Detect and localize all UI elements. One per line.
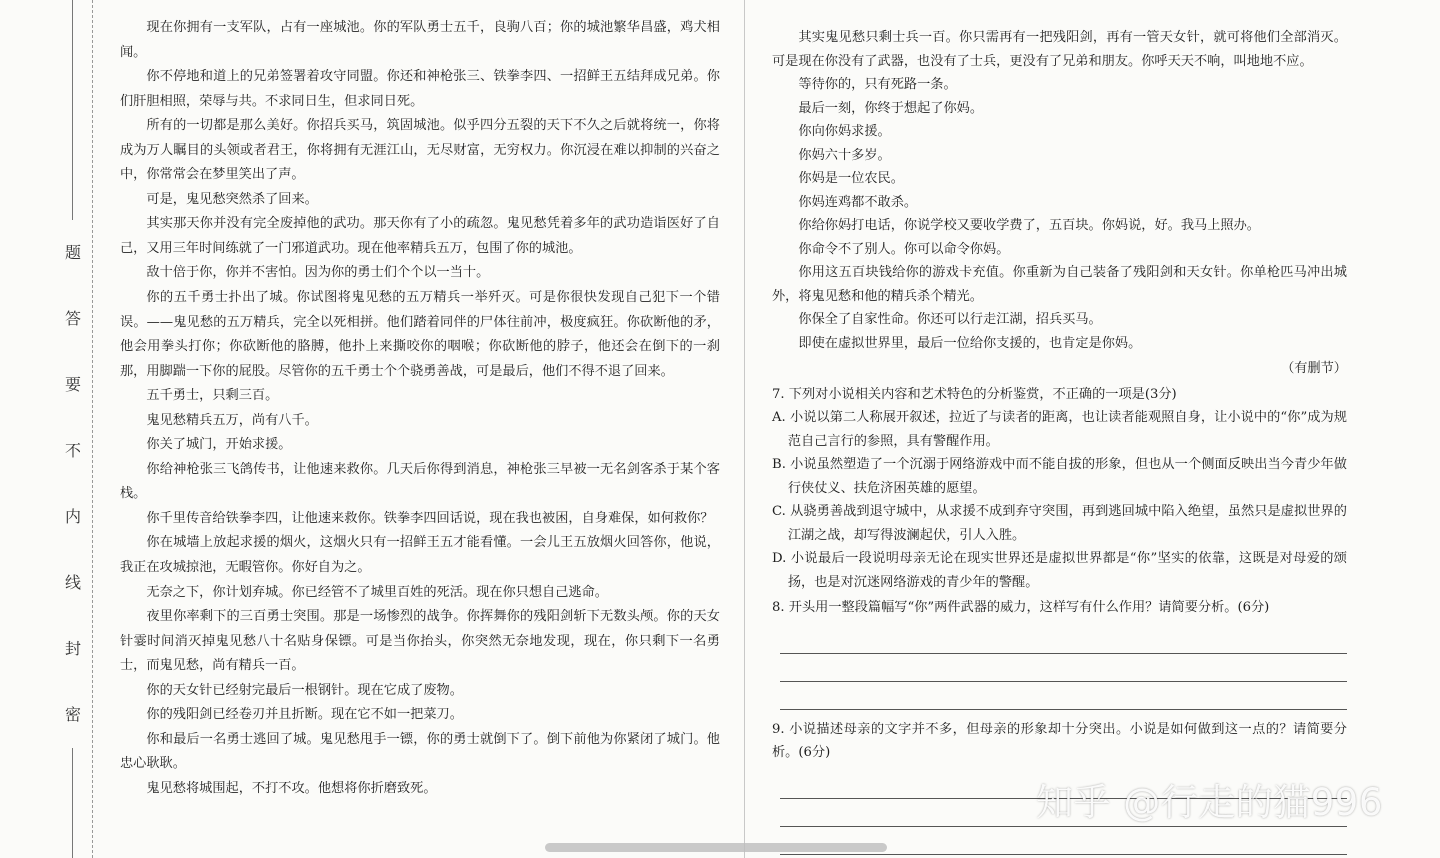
binding-char: 线	[64, 550, 82, 616]
question-8	[772, 596, 1347, 710]
story-paragraph: 你给神枪张三飞鸽传书，让他速来救你。几天后你得到消息，神枪张三早被一无名剑客杀于某个客栈。	[120, 461, 720, 502]
story-paragraph: 即使在虚拟世界里，最后一位给你支援的，也肯定是你妈。	[798, 335, 1142, 351]
story-paragraph: 你千里传音给铁拳李四，让他速来救你。铁拳李四回话说，现在我也被困，自身难保，如何救你？	[146, 510, 714, 526]
story-paragraph: 你的天女针已经射完最后一根钢针。现在它成了废物。	[146, 682, 463, 698]
question-7-option-b[interactable]: B. 小说虽然塑造了一个沉溺于网络游戏中而不能自拔的形象，但也从一个侧面反映出当今青少年做行侠仗义、扶危济困英雄的愿望。	[772, 457, 1347, 496]
zhihu-watermark: 知乎 @行走的猫996	[1036, 781, 1383, 824]
story-paragraph: 你关了城门，开始求援。	[146, 437, 292, 453]
answer-line[interactable]	[780, 626, 1347, 654]
question-7-option-c[interactable]: C. 从骁勇善战到退守城中，从求援不成到弃守突围，再到逃回城中陷入绝望，虽然只是虚拟世界的江湖之战，却写得波澜起伏，引人入胜。	[772, 504, 1347, 543]
question-7	[772, 383, 1347, 595]
question-8-answer-area[interactable]	[772, 626, 1347, 710]
story-paragraph: 你命令不了别人。你可以命令你妈。	[798, 241, 1010, 257]
story-left-column	[120, 16, 720, 852]
binding-char: 内	[64, 484, 82, 550]
question-9-stem: 9. 小说描述母亲的文字并不多，但母亲的形象却十分突出。小说是如何做到这一点的？请简要分析。(6分)	[772, 721, 1347, 760]
answer-line[interactable]	[780, 654, 1347, 682]
story-paragraph: 你妈连鸡都不敢杀。	[798, 194, 918, 210]
story-paragraph: 五千勇士，只剩三百。	[146, 388, 279, 404]
question-8-stem: 8. 开头用一整段篇幅写“你”两件武器的威力，这样写有什么作用？请简要分析。(6分)	[772, 600, 1270, 615]
story-paragraph: 其实那天你并没有完全废掉他的武功。那天你有了小的疏忽。鬼见愁凭着多年的武功造诣医好了自己，又用三年时间练就了一门邪道武功。现在他率精兵五万，包围了你的城池。	[120, 216, 720, 256]
story-paragraph: 你妈六十多岁。	[798, 147, 891, 163]
answer-line[interactable]	[780, 682, 1347, 710]
story-paragraph: 你不停地和道上的兄弟签署着攻守同盟。你还和神枪张三、铁拳李四、一招鲜王五结拜成兄弟。你们肝胆相照，荣辱与共。不求同日生，但求同日死。	[120, 69, 720, 109]
story-paragraph: 你保全了自家性命。你还可以行走江湖，招兵买马。	[798, 312, 1102, 327]
binding-char: 答	[64, 286, 82, 352]
story-paragraph: 你向你妈求援。	[798, 124, 891, 139]
story-paragraph: 所有的一切都是那么美好。你招兵买马，筑固城池。似乎四分五裂的天下不久之后就将统一，你将成为万人瞩目的头领或者君王，你将拥有无涯江山，无尽财富，无穷权力。你沉浸在难以抑制的兴奋之中，你常常会在梦里笑出了声。	[120, 118, 720, 183]
binding-char: 封	[64, 616, 82, 682]
question-7-stem: 7. 下列对小说相关内容和艺术特色的分析鉴赏，不正确的一项是(3分)	[772, 386, 1177, 402]
story-paragraph: 其实鬼见愁只剩士兵一百。你只需再有一把残阳剑，再有一管天女针，就可将他们全部消灭。可是现在你没有了武器，也没有了士兵，更没有了兄弟和朋友。你呼天天不响，叫地地不应。	[772, 30, 1347, 69]
binding-char: 密	[64, 682, 82, 748]
story-paragraph: 你和最后一名勇士逃回了城。鬼见愁甩手一镖，你的勇士就倒下了。倒下前他为你紧闭了城门。他忠心耿耿。	[120, 731, 720, 772]
question-7-option-a[interactable]: A. 小说以第二人称展开叙述，拉近了与读者的距离，也让读者能观照自身，让小说中的“你”成为规范自己言行的参照，具有警醒作用。	[772, 410, 1347, 449]
story-right-column	[772, 26, 1347, 355]
story-paragraph: 你妈是一位农民。	[798, 171, 904, 186]
column-divider	[744, 0, 745, 858]
binding-margin	[0, 0, 93, 858]
story-paragraph: 你给你妈打电话，你说学校又要收学费了，五百块。你妈说，好。我马上照办。	[798, 218, 1260, 233]
binding-char: 要	[64, 352, 82, 418]
story-paragraph: 现在你拥有一支军队，占有一座城池。你的军队勇士五千，良驹八百；你的城池繁华昌盛，鸡犬相闻。	[120, 20, 720, 60]
right-column	[772, 26, 1347, 846]
story-paragraph: 夜里你率剩下的三百勇士突围。那是一场惨烈的战争。你挥舞你的残阳剑斩下无数头颅。你的天女针霎时间消灭掉鬼见愁八十名贴身保镖。可是当你抬头，你突然无奈地发现，现在，你只剩下一名勇士，而鬼见愁，尚有精兵一百。	[120, 609, 720, 674]
story-paragraph: 敌十倍于你，你并不害怕。因为你的勇士们个个以一当十。	[146, 265, 490, 281]
story-paragraph: 你在城墙上放起求援的烟火，这烟火只有一招鲜王五才能看懂。一会儿王五放烟火回答你，他说，我正在攻城掠池，无暇管你。你好自为之。	[120, 535, 720, 576]
story-paragraph: 等待你的，只有死路一条。	[798, 77, 957, 92]
question-7-option-d[interactable]: D. 小说最后一段说明母亲无论在现实世界还是虚拟世界都是“你”坚实的依靠，这既是对母爱的颂扬，也是对沉迷网络游戏的青少年的警醒。	[772, 551, 1347, 590]
binding-char: 题	[64, 220, 82, 286]
source-note: （有删节）	[1281, 361, 1347, 376]
story-paragraph: 最后一刻，你终于想起了你妈。	[798, 100, 984, 116]
story-paragraph: 鬼见愁将城围起，不打不攻。他想将你折磨致死。	[146, 780, 437, 796]
story-paragraph: 无奈之下，你计划弃城。你已经管不了城里百姓的死活。现在你只想自己逃命。	[146, 584, 608, 600]
story-paragraph: 可是，鬼见愁突然杀了回来。	[146, 191, 318, 207]
binding-warning-text	[64, 220, 82, 748]
story-paragraph: 你的五千勇士扑出了城。你试图将鬼见愁的五万精兵一举歼灭。可是你很快发现自己犯下一个错误。——鬼见愁的五万精兵，完全以死相拼。他们踏着同伴的尸体往前冲，极度疯狂。你砍断他的矛，他会用拳头打你；你砍断他的胳膊，他扑上来撕咬你的咽喉；你砍断他的脖子，他还会在倒下的一刹那，用脚踹一下你的屁股。尽管你的五千勇士个个骁勇善战，可是最后，他们不得不退了回来。	[120, 290, 720, 379]
story-paragraph: 你的残阳剑已经卷刃并且折断。现在它不如一把菜刀。	[146, 707, 463, 723]
binding-char: 不	[64, 418, 82, 484]
horizontal-scrollbar[interactable]	[545, 843, 887, 852]
story-paragraph: 你用这五百块钱给你的游戏卡充值。你重新为自己装备了残阳剑和天女针。你单枪匹马冲出城外，将鬼见愁和他的精兵杀个精光。	[772, 265, 1347, 304]
story-paragraph: 鬼见愁精兵五万，尚有八千。	[146, 412, 318, 428]
